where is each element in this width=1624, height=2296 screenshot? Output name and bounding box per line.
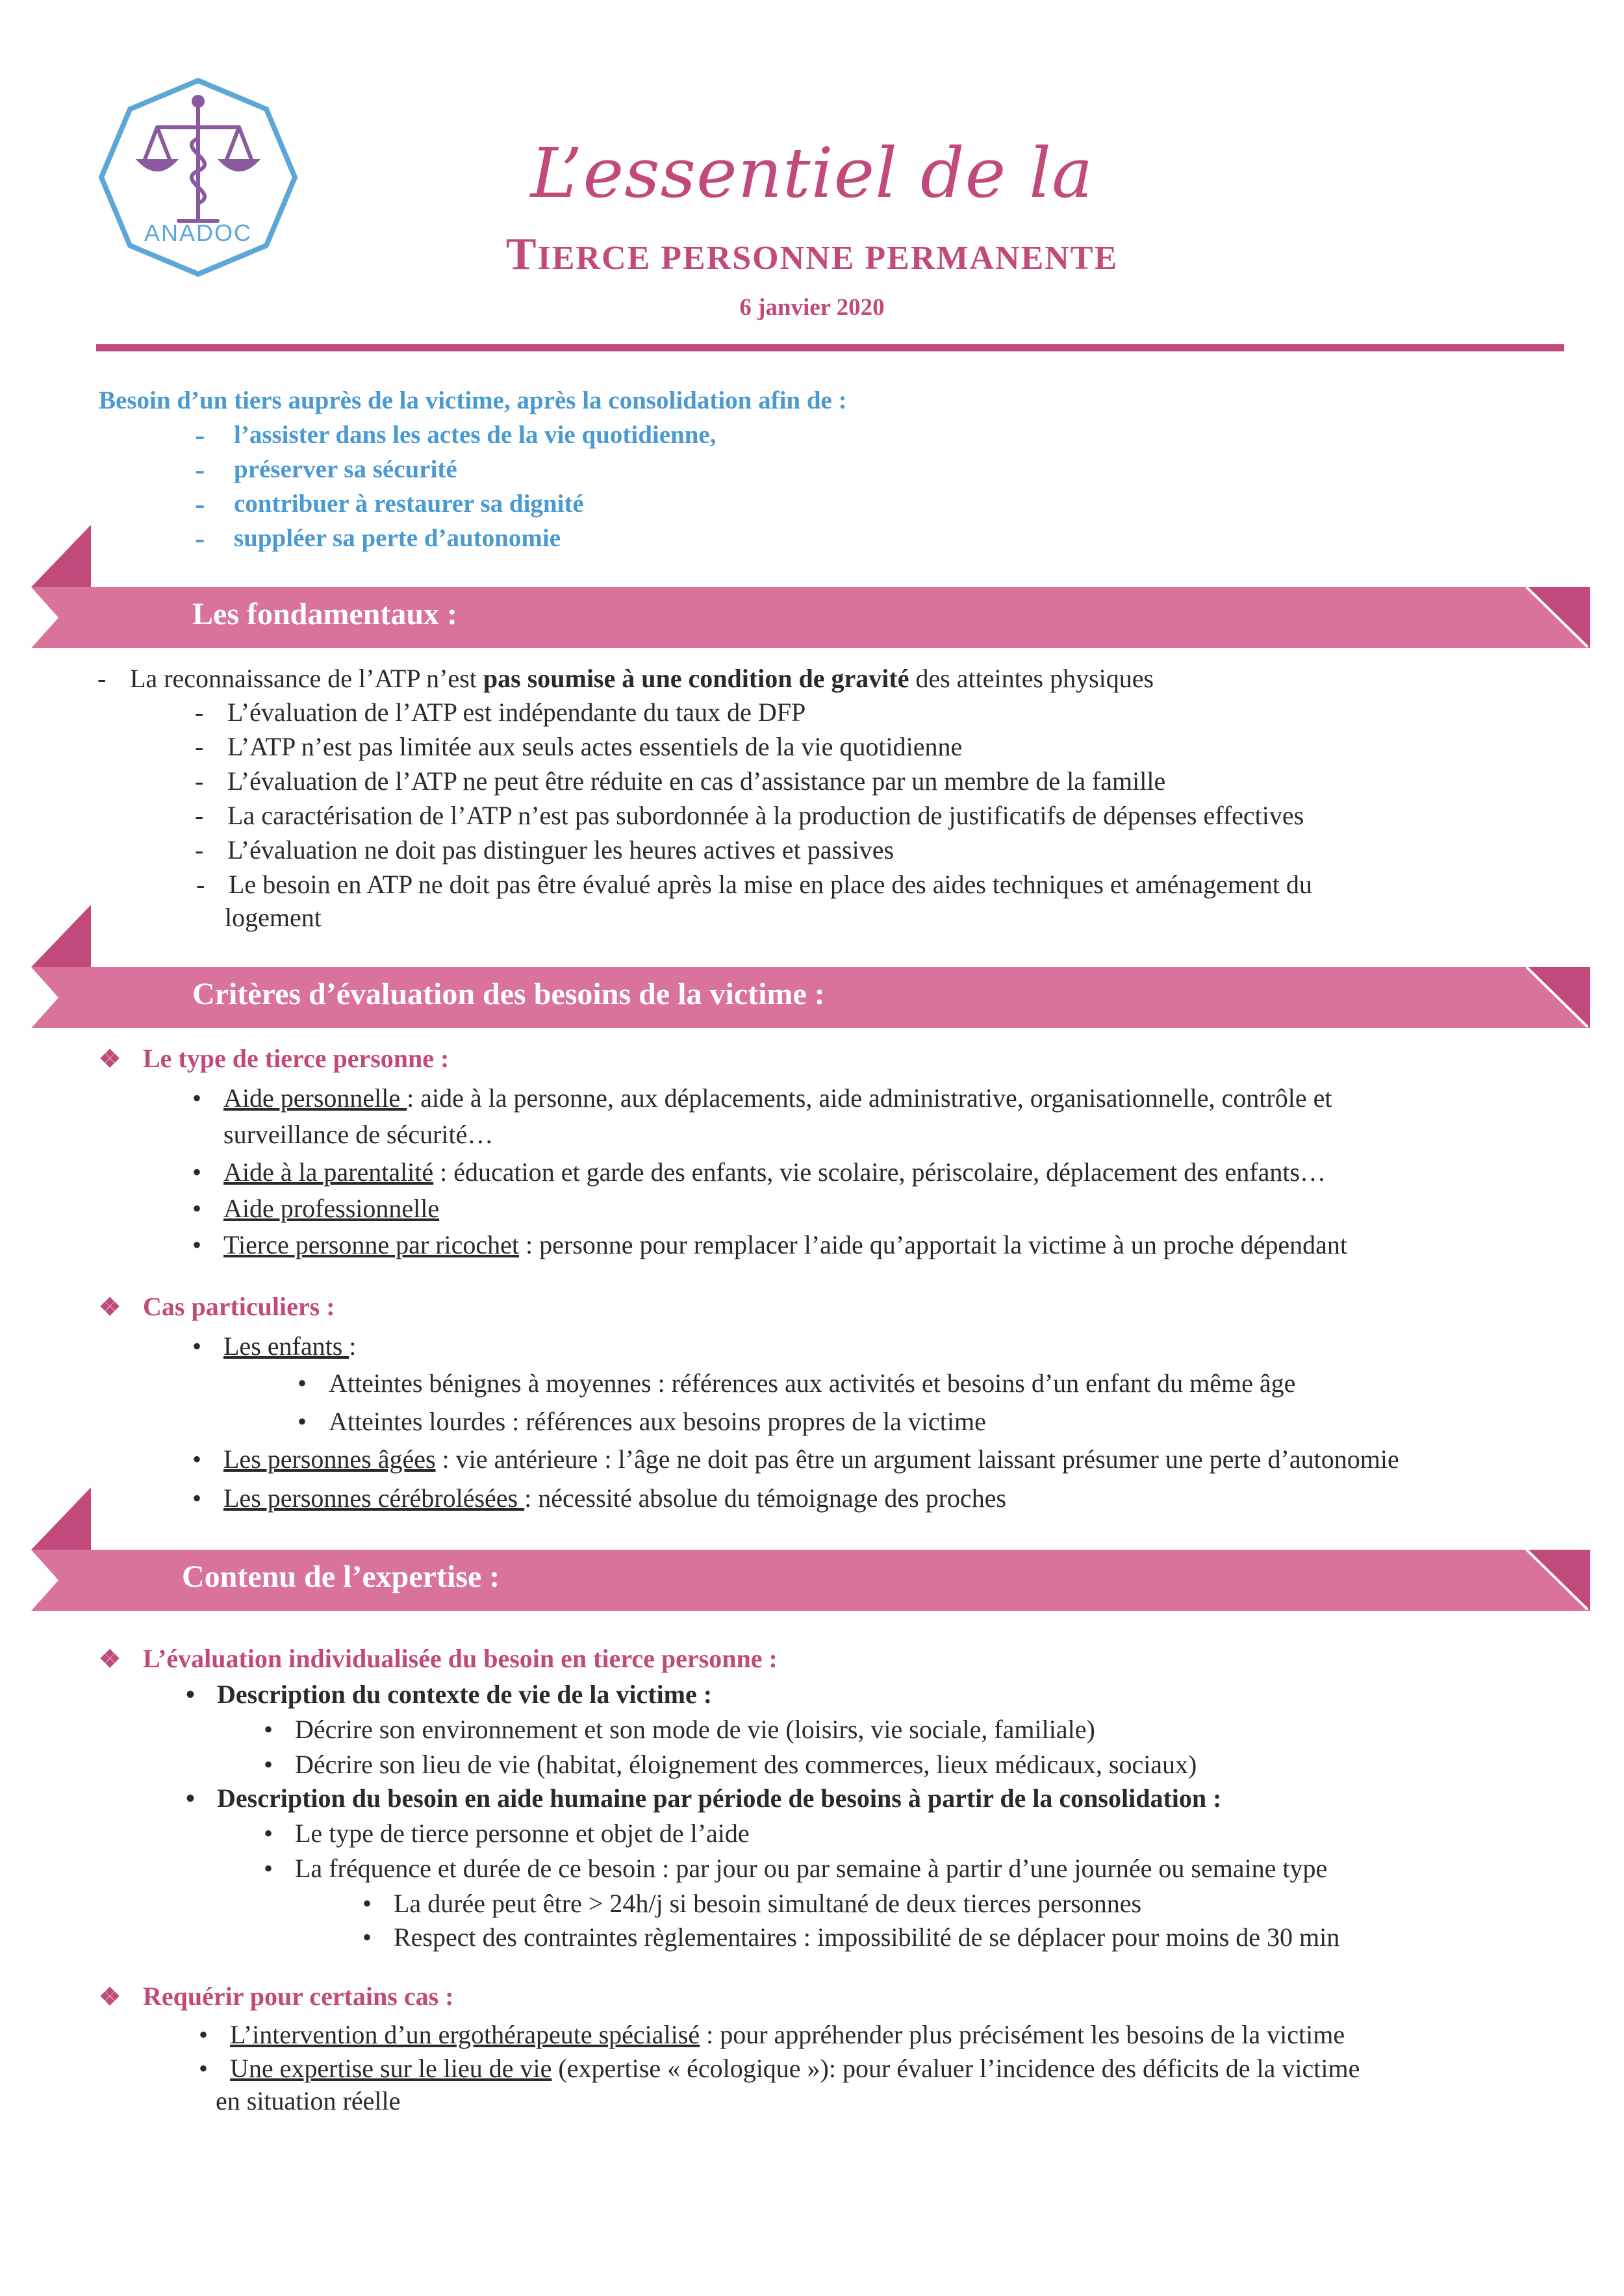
fondamentaux-lead: [130, 661, 1154, 696]
list-item: - L’évaluation ne doit pas distinguer les heures actives et passives: [227, 833, 894, 867]
list-item: - L’évaluation de l’ATP ne peut être réduite en cas d’assistance par un membre de la famille: [227, 764, 1165, 798]
text: : éducation et garde des enfants, vie scolaire, périscolaire, déplacement des enfants…: [433, 1157, 1326, 1187]
list-item: [223, 1442, 1399, 1476]
sub-sub-list-item: • La durée peut être > 24h/j si besoin simultané de deux tierces personnes: [394, 1886, 1141, 1921]
text: Requérir pour certains cas :: [143, 1982, 454, 2011]
list-item: [223, 1228, 1347, 1262]
text: : aide à la personne, aux déplacements, aide administrative, organisationnelle, contrôle et: [407, 1083, 1332, 1113]
list-item: - L’ATP n’est pas limitée aux seuls actes essentiels de la vie quotidienne: [227, 729, 962, 764]
term: Les personnes cérébrolésées: [223, 1483, 525, 1513]
sub-list-item: • Atteintes lourdes : références aux besoins propres de la victime: [329, 1404, 986, 1439]
term: Aide professionnelle: [223, 1194, 440, 1223]
sub-list-item: • Décrire son environnement et son mode de vie (loisirs, vie sociale, familiale): [295, 1712, 1095, 1747]
list-item: [223, 1155, 1326, 1189]
text: :: [349, 1331, 357, 1361]
term: Tierce personne par ricochet: [223, 1230, 519, 1259]
list-item: [223, 1081, 1332, 1115]
page-title: [0, 229, 1624, 281]
sub-list-item: • Le type de tierce personne et objet de l’aide: [295, 1816, 750, 1850]
text: : personne pour remplacer l’aide qu’apportait la victime à un proche dépendant: [519, 1230, 1348, 1259]
section-title: Les fondamentaux :: [192, 597, 458, 631]
term: Les enfants: [223, 1331, 349, 1361]
intro-item: - contribuer à restaurer sa dignité: [195, 486, 1560, 521]
text: Le type de tierce personne :: [143, 1044, 450, 1073]
list-item-continuation: logement: [225, 903, 322, 932]
sub-sub-list-item: • Respect des contraintes règlementaires : impossibilité de se déplacer pour moins de 30 min: [394, 1920, 1339, 1954]
list-item-continuation: en situation réelle: [216, 2086, 401, 2115]
text: Cas particuliers :: [143, 1292, 335, 1321]
term: L’intervention d’un ergothérapeute spécialisé: [230, 2020, 700, 2049]
intro-item: - l’assister dans les actes de la vie quotidienne,: [195, 418, 1560, 452]
text: : vie antérieure : l’âge ne doit pas être un argument laissant présumer une perte d’autonomie: [435, 1444, 1399, 1474]
subheading-evaluation: [99, 1643, 778, 1674]
term: Aide à la parentalité: [223, 1157, 434, 1187]
text: des atteintes physiques: [909, 664, 1154, 693]
term: Aide personnelle: [223, 1083, 407, 1113]
list-item: - La caractérisation de l’ATP n’est pas subordonnée à la production de justificatifs de dépenses effectives: [227, 798, 1304, 833]
intro-lead: Besoin d’un tiers auprès de la victime, après la consolidation afin de :: [99, 386, 847, 414]
list-item-heading: • Description du contexte de vie de la victime :: [217, 1677, 712, 1711]
list-item: [223, 1191, 439, 1226]
list-item: [223, 1329, 356, 1363]
emphasis: pas soumise à une condition de gravité: [483, 664, 909, 693]
list-item: [230, 2017, 1345, 2052]
list-item: - Le besoin en ATP ne doit pas être évalué après la mise en place des aides techniques et aménagement du: [229, 867, 1312, 902]
section-title: Critères d’évaluation des besoins de la victime :: [192, 977, 825, 1011]
list-item: [223, 1481, 1006, 1515]
text: : pour appréhender plus précisément les besoins de la victime: [700, 2020, 1345, 2049]
section-title: Contenu de l’expertise :: [182, 1559, 500, 1594]
intro-item: - suppléer sa perte d’autonomie: [195, 521, 1560, 555]
diamond-bullet-icon: ❖: [99, 1294, 121, 1321]
header-divider: [96, 344, 1564, 351]
list-item-heading: • Description du besoin en aide humaine par période de besoins à partir de la consolidation :: [217, 1781, 1221, 1815]
text: L’évaluation individualisée du besoin en tierce personne :: [143, 1644, 778, 1673]
list-item: [230, 2051, 1360, 2086]
diamond-bullet-icon: ❖: [99, 1984, 121, 2011]
title-initial: T: [505, 229, 538, 279]
list-item-continuation: surveillance de sécurité…: [223, 1120, 494, 1149]
term: Les personnes âgées: [223, 1444, 436, 1474]
subheading-requerir: [99, 1981, 454, 2012]
subheading-cas: [99, 1291, 335, 1322]
sub-list-item: • Atteintes bénignes à moyennes : références aux activités et besoins d’un enfant du même âge: [329, 1366, 1295, 1400]
text: La reconnaissance de l’ATP n’est: [130, 664, 483, 693]
title-rest: IERCE PERSONNE PERMANENTE: [537, 240, 1119, 277]
sub-list-item: • Décrire son lieu de vie (habitat, éloignement des commerces, lieux médicaux, sociaux): [295, 1747, 1197, 1782]
banner-fondamentaux: [31, 525, 1590, 669]
term: Une expertise sur le lieu de vie: [230, 2054, 552, 2083]
text: (expertise « écologique »): pour évaluer l’incidence des déficits de la victime: [552, 2054, 1360, 2083]
text: : nécessité absolue du témoignage des proches: [524, 1483, 1007, 1513]
subheading-type: [99, 1043, 450, 1074]
svg-text:ANADOC: ANADOC: [144, 220, 253, 246]
title-script: L’essentiel de la: [530, 133, 1094, 213]
diamond-bullet-icon: ❖: [99, 1646, 121, 1673]
diamond-bullet-icon: ❖: [99, 1046, 121, 1073]
intro-item: - préserver sa sécurité: [195, 452, 1560, 486]
list-item: - L’évaluation de l’ATP est indépendante du taux de DFP: [227, 695, 806, 729]
sub-list-item: • La fréquence et durée de ce besoin : par jour ou par semaine à partir d’une journée ou semaine type: [295, 1851, 1327, 1886]
document-date: 6 janvier 2020: [739, 294, 885, 321]
